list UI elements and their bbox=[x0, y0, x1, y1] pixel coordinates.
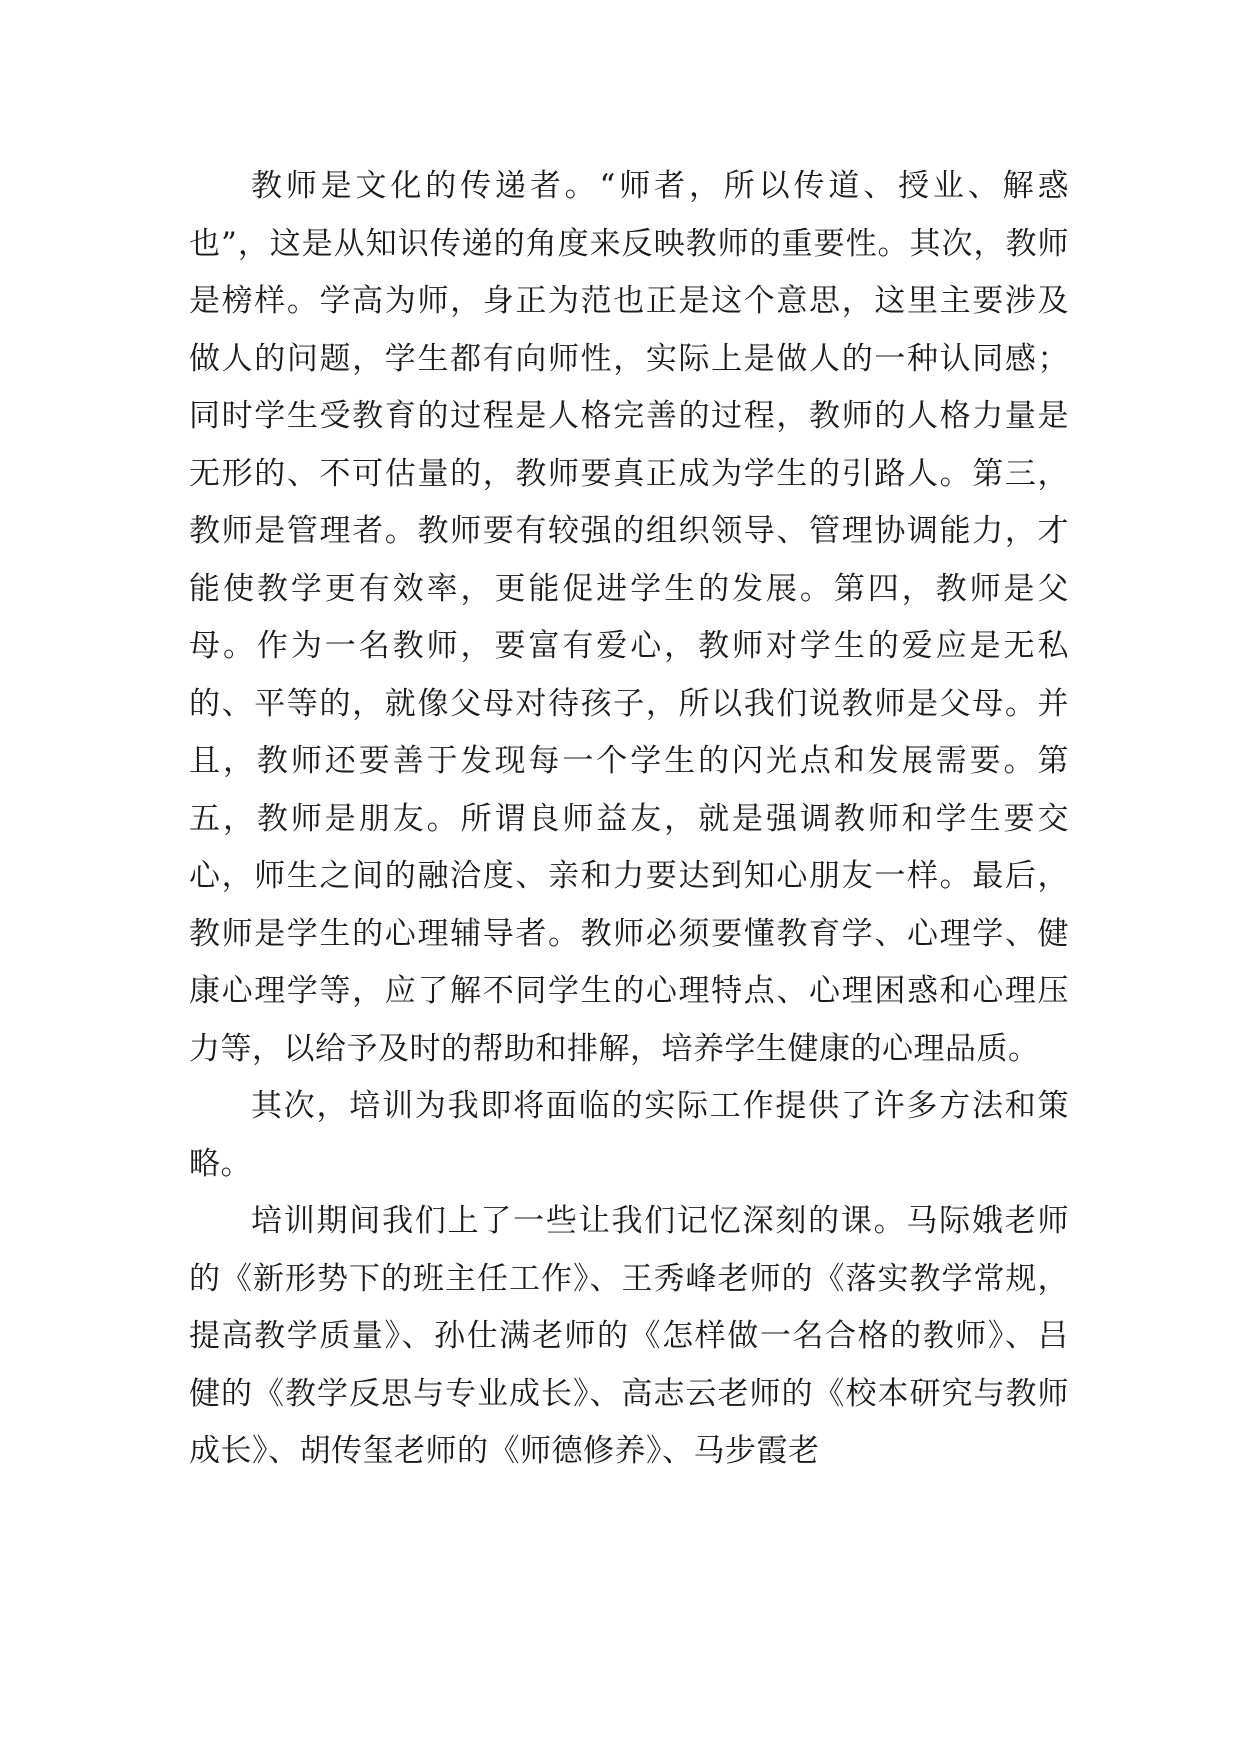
document-body bbox=[189, 158, 1069, 1481]
paragraph-training-methods: 其次，培训为我即将面临的实际工作提供了许多方法和策略。 bbox=[189, 1088, 1069, 1182]
paragraph-teacher-roles: 教师是文化的传递者。“师者，所以传道、授业、解惑也”，这是从知识传递的角度来反映教师的重要性。其次，教师是榜样。学高为师，身正为范也正是这个意思，这里主要涉及做人的问题，学生都有向师性，实际上是做人的一种认同感；同时学生受教育的过程是人格完善的过程，教师的人格力量是无形的、不可估量的，教师要真正成为学生的引路人。第三，教师是管理者。教师要有较强的组织领导、管理协调能力，才能使教学更有效率，更能促进学生的发展。第四，教师是父母。作为一名教师，要富有爱心，教师对学生的爱应是无私的、平等的，就像父母对待孩子，所以我们说教师是父母。并且，教师还要善于发现每一个学生的闪光点和发展需要。第五，教师是朋友。所谓良师益友，就是强调教师和学生要交心，师生之间的融洽度、亲和力要达到知心朋友一样。最后，教师是学生的心理辅导者。教师必须要懂教育学、心理学、健康心理学等，应了解不同学生的心理特点、心理困惑和心理压力等，以给予及时的帮助和排解，培养学生健康的心理品质。 bbox=[189, 168, 1069, 1067]
paragraph-training-courses: 培训期间我们上了一些让我们记忆深刻的课。马际娥老师的《新形势下的班主任工作》、王秀峰老师的《落实教学常规，提高教学质量》、孙仕满老师的《怎样做一名合格的教师》、吕健的《教学反思与专业成长》、高志云老师的《校本研究与教师成长》、胡传玺老师的《师德修养》、马步霞老 bbox=[189, 1203, 1069, 1469]
